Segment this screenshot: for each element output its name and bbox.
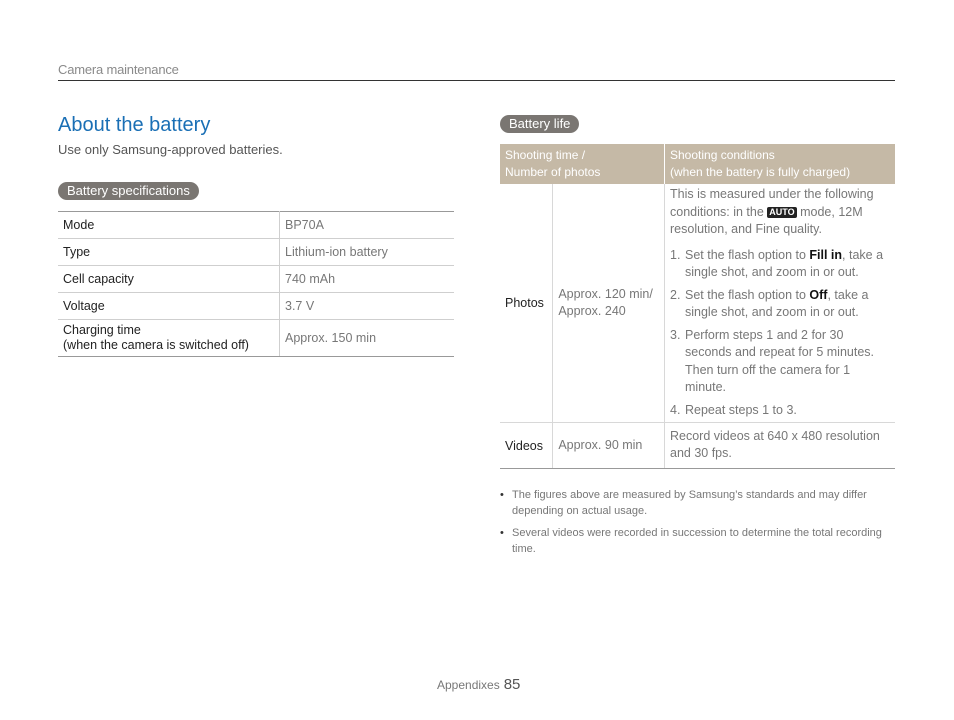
spec-key: Voltage	[58, 293, 280, 320]
header-line: Number of photos	[505, 165, 601, 179]
table-row-photos	[500, 184, 895, 423]
table-row	[58, 320, 454, 357]
page-title: About the battery	[58, 114, 211, 136]
step-number: 4.	[670, 402, 681, 417]
list-item	[670, 327, 890, 397]
value-line: Approx. 120 min/	[558, 287, 653, 301]
column-header-shooting-conditions	[665, 144, 896, 184]
table-row	[58, 266, 454, 293]
spec-key-cell	[58, 320, 280, 357]
note-text: Several videos were recorded in succession to determine the total recording time.	[512, 527, 882, 555]
intro-text: mode, 12M resolution, and Fine quality.	[670, 204, 863, 236]
step-text: Set the flash option to	[685, 287, 810, 302]
bullet-icon: •	[500, 527, 504, 539]
table-row	[58, 239, 454, 266]
value-line: Approx. 240	[558, 304, 626, 318]
header-line: (when the battery is fully charged)	[670, 165, 851, 179]
step-number: 2.	[670, 287, 681, 302]
step-number: 3.	[670, 327, 681, 342]
spec-key: Charging time	[63, 323, 141, 337]
row-conditions: Record videos at 640 x 480 resolution and 30 fps.	[665, 423, 896, 469]
battery-life-table	[500, 144, 895, 469]
header-line: Shooting time /	[505, 148, 586, 162]
auto-mode-icon: AUTO	[769, 206, 795, 217]
page-number: 85	[503, 676, 521, 693]
column-header-shooting-time	[500, 144, 665, 184]
spec-key: Mode	[58, 212, 280, 239]
step-text: Set the flash option to	[685, 247, 810, 262]
steps-list	[670, 247, 890, 420]
list-item	[670, 247, 890, 282]
list-item	[500, 487, 895, 519]
step-bold: Fill in	[809, 247, 843, 262]
table-row	[58, 293, 454, 320]
battery-specifications-heading: Battery specifications	[58, 182, 199, 200]
spec-value: BP70A	[280, 212, 455, 239]
table-row-videos	[500, 423, 895, 469]
spec-key-note: (when the camera is switched off)	[63, 338, 249, 352]
spec-value: 3.7 V	[280, 293, 455, 320]
step-number: 1.	[670, 247, 681, 262]
step-text: , take a single shot, and zoom in or out.	[685, 247, 884, 279]
page-footer	[437, 676, 520, 693]
bullet-icon: •	[500, 489, 504, 501]
header-divider	[58, 80, 895, 81]
running-header: Camera maintenance	[58, 62, 179, 77]
row-label: Photos	[500, 184, 553, 423]
conditions-intro	[670, 186, 890, 239]
header-line: Shooting conditions	[670, 148, 775, 162]
intro-text: Use only Samsung-approved batteries.	[58, 142, 283, 157]
row-value: Approx. 90 min	[553, 423, 665, 469]
list-item	[500, 525, 895, 557]
list-item	[670, 402, 890, 420]
table-header-row	[500, 144, 895, 184]
step-text: , take a single shot, and zoom in or out.	[685, 287, 869, 319]
step-text: Perform steps 1 and 2 for 30 seconds and repeat for 5 minutes. Then turn off the camera for 1 minute.	[685, 327, 875, 394]
step-text: Repeat steps 1 to 3.	[685, 402, 797, 417]
battery-specifications-table	[58, 211, 454, 357]
note-text: The figures above are measured by Samsung’s standards and may differ depending on actual usage.	[512, 489, 867, 517]
notes-list	[500, 487, 895, 557]
list-item	[670, 287, 890, 322]
spec-key: Type	[58, 239, 280, 266]
footer-section: Appendixes	[437, 678, 500, 692]
spec-value: 740 mAh	[280, 266, 455, 293]
battery-life-heading: Battery life	[500, 115, 579, 133]
step-bold: Off	[809, 287, 828, 302]
intro-text: This is measured under the following conditions: in the	[670, 187, 874, 219]
spec-key: Cell capacity	[58, 266, 280, 293]
spec-value: Approx. 150 min	[280, 320, 455, 357]
row-value	[553, 184, 665, 423]
row-label: Videos	[500, 423, 553, 469]
row-conditions	[665, 184, 896, 423]
spec-value: Lithium-ion battery	[280, 239, 455, 266]
table-row	[58, 212, 454, 239]
